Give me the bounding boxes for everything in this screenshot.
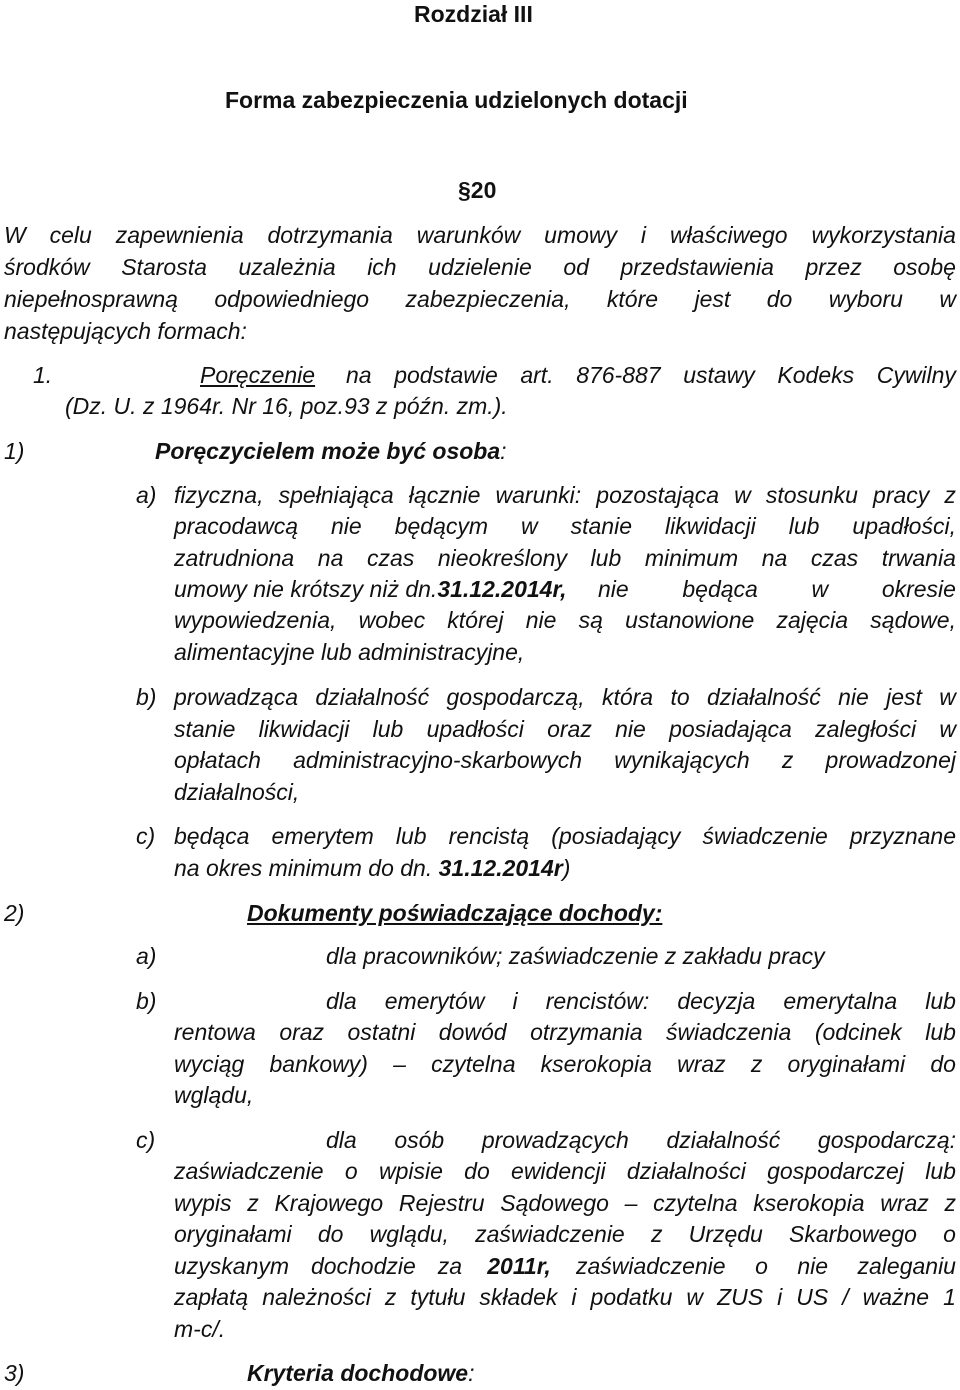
section1-a-line-2 <box>174 511 956 543</box>
word: lub <box>372 716 404 742</box>
word: która <box>601 684 654 710</box>
word: lub <box>925 1019 956 1045</box>
word: sądowe, <box>870 607 956 633</box>
word: działalności <box>626 1158 746 1184</box>
word: z <box>384 1284 397 1310</box>
word: w <box>939 684 956 710</box>
section2-c-line-4 <box>174 1219 956 1251</box>
section2-c-line-5-start <box>174 1251 462 1283</box>
section1-heading-colon: : <box>500 438 507 464</box>
word: / <box>842 1284 849 1310</box>
word: pozostająca <box>596 482 720 508</box>
word: rentowa <box>174 1019 256 1045</box>
word: i <box>640 222 647 248</box>
section2-b-letter: b) <box>136 988 157 1014</box>
word: bankowy) <box>269 1051 368 1077</box>
word: pracy <box>873 482 930 508</box>
section2-a-text: dla pracowników; zaświadczenie z zakładu pracy <box>326 943 825 969</box>
section2-b-line-2 <box>174 1017 956 1049</box>
word: emerytem <box>271 823 374 849</box>
section2-c-line-7: m-c/. <box>174 1316 226 1342</box>
word: warunki: <box>495 482 582 508</box>
section2-c-line-1 <box>326 1125 956 1157</box>
word: środków <box>4 254 90 280</box>
word: w <box>811 576 829 602</box>
word: nie <box>797 1253 829 1279</box>
word: nie <box>331 513 362 539</box>
word: czytelna <box>653 1190 738 1216</box>
word: kserokopia <box>753 1190 865 1216</box>
word: czas <box>366 545 415 571</box>
word: lub <box>590 545 622 571</box>
word: celu <box>49 222 92 248</box>
word: upadłości, <box>852 513 956 539</box>
section1-b-letter: b) <box>136 684 157 710</box>
word: przez <box>805 254 862 280</box>
word: niepełnosprawną <box>4 286 178 312</box>
word: do <box>317 1221 344 1247</box>
word: zabezpieczenia, <box>405 286 571 312</box>
word: umowy <box>544 222 618 248</box>
word: odpowiedniego <box>214 286 370 312</box>
word: ewidencji <box>511 1158 606 1184</box>
chapter-title: Rozdział III <box>414 1 533 27</box>
word: w <box>521 513 538 539</box>
section2-b-line-3 <box>174 1049 956 1081</box>
word: gospodarczą: <box>817 1127 956 1153</box>
word: nie <box>838 684 869 710</box>
word: ważne <box>862 1284 930 1310</box>
word: wraz <box>677 1051 726 1077</box>
word: lub <box>395 823 427 849</box>
word: kserokopia <box>540 1051 652 1077</box>
word: działalność <box>315 684 430 710</box>
word: nie <box>525 607 557 633</box>
word: fizyczna, <box>174 482 264 508</box>
word: dla <box>326 1127 357 1153</box>
word: uzyskanym <box>174 1253 290 1279</box>
item1-line-2: (Dz. U. z 1964r. Nr 16, poz.93 z późn. zm.). <box>65 393 508 419</box>
intro-line-4: następujących formach: <box>4 318 247 344</box>
word: upadłości <box>426 716 524 742</box>
word: ustanowione <box>625 607 755 633</box>
section2-c-letter: c) <box>136 1127 156 1153</box>
word: wyboru <box>828 286 903 312</box>
word: to <box>670 684 690 710</box>
word: na <box>317 545 344 571</box>
word: prowadzących <box>481 1127 629 1153</box>
word: ich <box>367 254 397 280</box>
word: likwidacji <box>664 513 756 539</box>
word: z <box>247 1190 259 1216</box>
word: o <box>344 1158 358 1184</box>
word: Krajowego <box>274 1190 384 1216</box>
section-title: Forma zabezpieczenia udzielonych dotacji <box>225 87 688 113</box>
section2-heading: Dokumenty poświadczające dochody: <box>247 900 663 926</box>
word: z <box>944 482 956 508</box>
word: i <box>512 988 518 1014</box>
word: otrzymania <box>530 1019 643 1045</box>
word: opłatach <box>174 747 261 773</box>
word: zapłatą <box>174 1284 249 1310</box>
word: minimum <box>644 545 739 571</box>
word: w <box>686 1284 704 1310</box>
word: wraz <box>880 1190 929 1216</box>
section1-a-line-4-end <box>598 574 956 606</box>
word: pracodawcą <box>174 513 299 539</box>
word: jest <box>886 684 922 710</box>
intro-line-3 <box>4 284 956 316</box>
word: o <box>943 1221 956 1247</box>
word: wobec <box>358 607 426 633</box>
word: w <box>939 286 956 312</box>
word: wpisie <box>378 1158 443 1184</box>
item1-line-1 <box>200 360 956 392</box>
item1-rest <box>346 360 956 392</box>
word: wykorzystania <box>811 222 956 248</box>
section1-number: 1) <box>4 438 25 464</box>
word: z <box>944 1190 956 1216</box>
section1-a-line-4 <box>174 574 956 606</box>
word: zaświadczenie <box>174 1158 324 1184</box>
word: Skarbowego <box>789 1221 917 1247</box>
word: w <box>939 716 956 742</box>
word: które <box>606 286 659 312</box>
word: lub <box>925 1158 956 1184</box>
word: stanie <box>570 513 632 539</box>
word: i <box>777 1284 783 1310</box>
section1-heading <box>155 436 507 468</box>
word: będąca <box>682 576 758 602</box>
section3-number: 3) <box>4 1360 25 1386</box>
word: przedstawienia <box>620 254 774 280</box>
section3-heading <box>247 1358 475 1390</box>
section2-c-line-3 <box>174 1188 956 1220</box>
item1-number: 1. <box>33 362 53 388</box>
word: zatrudniona <box>174 545 295 571</box>
word: 876-887 <box>576 362 661 388</box>
word: wypowiedzenia, <box>174 607 337 633</box>
word: lub <box>788 513 820 539</box>
section2-c-line-6 <box>174 1282 956 1314</box>
word: tytułu <box>410 1284 466 1310</box>
word: świadczenia <box>666 1019 792 1045</box>
section1-b-line-1 <box>174 682 956 714</box>
word: zaleganiu <box>857 1253 956 1279</box>
word: emerytalna <box>783 988 898 1014</box>
word: świadczenie <box>702 823 828 849</box>
word: Starosta <box>121 254 207 280</box>
word: do <box>464 1158 490 1184</box>
word: posiadająca <box>669 716 792 742</box>
section1-c-date: 31.12.2014r <box>438 855 563 881</box>
word: W <box>4 222 26 248</box>
word: Sądowego <box>500 1190 609 1216</box>
paragraph-number: §20 <box>458 177 497 203</box>
word: oraz <box>279 1019 325 1045</box>
word: Cywilny <box>876 362 956 388</box>
word: – <box>624 1190 638 1216</box>
word: z <box>650 1221 663 1247</box>
word: oryginałami <box>174 1221 292 1247</box>
word: właściwego <box>669 222 788 248</box>
section1-c-line-2: na okres minimum do dn. 31.12.2014r) <box>174 855 571 881</box>
word: czytelna <box>431 1051 516 1077</box>
word: będąca <box>174 823 250 849</box>
word: z <box>781 747 794 773</box>
word: o <box>755 1253 768 1279</box>
word: rencistów: <box>545 988 650 1014</box>
word: prowadząca <box>174 684 299 710</box>
section1-b-line-4: działalności, <box>174 779 300 805</box>
word: działalność <box>666 1127 781 1153</box>
word: której <box>447 607 504 633</box>
word: osób <box>394 1127 445 1153</box>
section1-a-line-5 <box>174 605 956 637</box>
section1-c-letter: c) <box>136 823 156 849</box>
word: (odcinek <box>814 1019 902 1045</box>
section2-c-line-5 <box>174 1251 956 1283</box>
word: będącym <box>394 513 489 539</box>
word: łącznie <box>408 482 481 508</box>
section2-number: 2) <box>4 900 25 926</box>
word: prowadzonej <box>825 747 956 773</box>
intro-line-2 <box>4 252 956 284</box>
intro-line-1 <box>4 220 956 252</box>
word: należności <box>262 1284 371 1310</box>
section2-b-line-1 <box>326 986 956 1018</box>
word: spełniająca <box>278 482 394 508</box>
word: okresie <box>881 576 956 602</box>
word: gospodarczej <box>767 1158 904 1184</box>
section1-a-date: 31.12.2014r, <box>437 576 567 602</box>
word: są <box>578 607 603 633</box>
word: Rejestru <box>398 1190 485 1216</box>
word: jest <box>694 286 731 312</box>
section2-a-letter: a) <box>136 943 157 969</box>
section2-c-line-5-end <box>576 1251 956 1283</box>
section2-c-line-2 <box>174 1156 956 1188</box>
word: do <box>930 1051 956 1077</box>
word: lub <box>925 988 956 1014</box>
word: zajęcia <box>776 607 849 633</box>
word: podatku <box>590 1284 673 1310</box>
word: US <box>796 1284 829 1310</box>
word: trwania <box>881 545 956 571</box>
word: ZUS <box>717 1284 764 1310</box>
word: udzielenie <box>428 254 532 280</box>
section1-b-line-2 <box>174 714 956 746</box>
word: stanie <box>174 716 236 742</box>
word: przyznane <box>849 823 956 849</box>
word: za <box>437 1253 462 1279</box>
word: do <box>766 286 793 312</box>
section1-b-line-3 <box>174 745 956 777</box>
section1-a-line-1 <box>174 480 956 512</box>
word: emerytów <box>384 988 485 1014</box>
section1-a-letter: a) <box>136 482 157 508</box>
word: na <box>761 545 788 571</box>
section1-heading-text: Poręczycielem może być osoba <box>155 438 501 464</box>
word: (posiadający <box>551 823 681 849</box>
section3-heading-text: Kryteria dochodowe <box>247 1360 469 1386</box>
word: warunków <box>416 222 521 248</box>
word: gospodarczą, <box>446 684 585 710</box>
section3-heading-colon: : <box>468 1360 475 1386</box>
word: zaświadczenie <box>475 1221 625 1247</box>
word: ostatni <box>347 1019 416 1045</box>
section2-c-year: 2011r, <box>487 1253 551 1279</box>
word: składek <box>479 1284 558 1310</box>
word: Kodeks <box>777 362 855 388</box>
word: działalność <box>706 684 821 710</box>
section1-a-line-4-start: umowy nie krótszy niż dn.31.12.2014r, <box>174 576 567 602</box>
word: wynikających <box>614 747 750 773</box>
word: oraz <box>547 716 592 742</box>
word: dotrzymania <box>267 222 393 248</box>
word: dochodzie <box>310 1253 416 1279</box>
section1-a-line-3 <box>174 543 956 575</box>
word: administracyjno-skarbowych <box>293 747 583 773</box>
word: ustawy <box>683 362 755 388</box>
word: – <box>393 1051 406 1077</box>
word: na <box>346 362 372 388</box>
word: czas <box>810 545 859 571</box>
section1-c-line-1 <box>174 821 956 853</box>
word: decyzja <box>677 988 756 1014</box>
word: nie <box>615 716 646 742</box>
word: uzależnia <box>238 254 336 280</box>
word: nieokreślony <box>437 545 567 571</box>
word: z <box>750 1051 763 1077</box>
word: oryginałami <box>787 1051 906 1077</box>
word: zaświadczenie <box>576 1253 726 1279</box>
word: wyciąg <box>174 1051 245 1077</box>
word: zapewnienia <box>115 222 244 248</box>
word: stosunku <box>765 482 858 508</box>
word: nie <box>598 576 629 602</box>
section2-b-line-4: wglądu, <box>174 1082 254 1108</box>
section1-a-line-6: alimentacyjne lub administracyjne, <box>174 639 525 665</box>
word: wglądu, <box>369 1221 449 1247</box>
word: likwidacji <box>258 716 350 742</box>
word: dla <box>326 988 357 1014</box>
word: zaległości <box>815 716 917 742</box>
word: dowód <box>438 1019 507 1045</box>
word: rencistą <box>448 823 530 849</box>
word: 1 <box>943 1284 956 1310</box>
word: podstawie <box>394 362 498 388</box>
word: osobę <box>893 254 956 280</box>
word: art. <box>520 362 554 388</box>
word: w <box>734 482 751 508</box>
word: i <box>571 1284 577 1310</box>
word: od <box>563 254 589 280</box>
word: Urzędu <box>688 1221 763 1247</box>
word: wypis <box>174 1190 232 1216</box>
item1-label: Poręczenie <box>200 362 316 388</box>
